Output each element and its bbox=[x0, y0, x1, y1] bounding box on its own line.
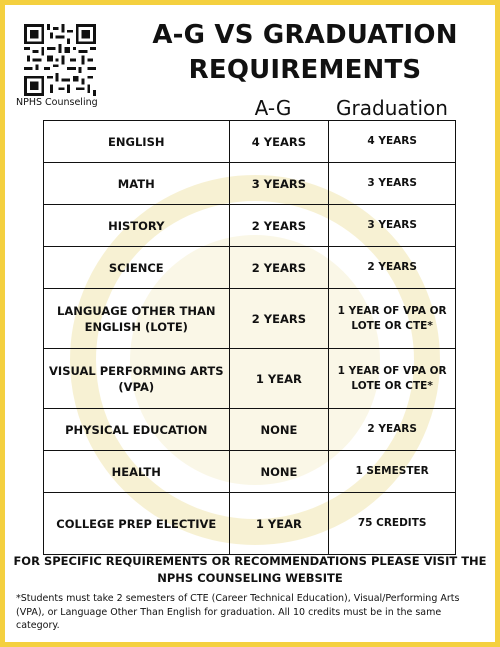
column-header-graduation: Graduation bbox=[336, 96, 448, 120]
graduation-cell: 3 YEARS bbox=[329, 163, 456, 205]
graduation-cell: 75 CREDITS bbox=[329, 493, 456, 555]
subject-cell: VISUAL PERFORMING ARTS (VPA) bbox=[44, 349, 230, 409]
table-row bbox=[44, 121, 456, 163]
table-row bbox=[44, 493, 456, 555]
ag-cell: NONE bbox=[229, 409, 329, 451]
table-row bbox=[44, 451, 456, 493]
counseling-website-notice: FOR SPECIFIC REQUIREMENTS OR RECOMMENDATIONS PLEASE VISIT THE NPHS COUNSELING WEBSITE bbox=[13, 554, 487, 585]
graduation-cell: 4 YEARS bbox=[329, 121, 456, 163]
subject-cell: ENGLISH bbox=[44, 121, 230, 163]
ag-cell: 3 YEARS bbox=[229, 163, 329, 205]
subject-cell: COLLEGE PREP ELECTIVE bbox=[44, 493, 230, 555]
footnote: *Students must take 2 semesters of CTE (Career Technical Education), Visual/Performing Arts (VPA), or Language Other Than English for graduation. All 10 credits must be in the same category. bbox=[16, 593, 460, 631]
table-row bbox=[44, 205, 456, 247]
table-row bbox=[44, 289, 456, 349]
ag-cell: 2 YEARS bbox=[229, 247, 329, 289]
ag-cell: NONE bbox=[229, 451, 329, 493]
table-row bbox=[44, 349, 456, 409]
ag-cell: 1 YEAR bbox=[229, 493, 329, 555]
page-title: A-G VS GRADUATION REQUIREMENTS bbox=[152, 20, 458, 85]
graduation-cell: 1 YEAR OF VPA OR LOTE OR CTE* bbox=[329, 289, 456, 349]
subject-cell: PHYSICAL EDUCATION bbox=[44, 409, 230, 451]
qr-code-icon[interactable] bbox=[24, 24, 96, 96]
graduation-cell: 1 YEAR OF VPA OR LOTE OR CTE* bbox=[329, 349, 456, 409]
graduation-cell: 2 YEARS bbox=[329, 247, 456, 289]
qr-caption: NPHS Counseling bbox=[16, 97, 98, 108]
ag-cell: 4 YEARS bbox=[229, 121, 329, 163]
ag-cell: 2 YEARS bbox=[229, 205, 329, 247]
graduation-cell: 2 YEARS bbox=[329, 409, 456, 451]
table-row bbox=[44, 163, 456, 205]
subject-cell: SCIENCE bbox=[44, 247, 230, 289]
subject-cell: MATH bbox=[44, 163, 230, 205]
subject-cell: HEALTH bbox=[44, 451, 230, 493]
graduation-cell: 3 YEARS bbox=[329, 205, 456, 247]
subject-cell: LANGUAGE OTHER THAN ENGLISH (LOTE) bbox=[44, 289, 230, 349]
graduation-cell: 1 SEMESTER bbox=[329, 451, 456, 493]
subject-cell: HISTORY bbox=[44, 205, 230, 247]
column-header-ag: A-G bbox=[254, 96, 292, 120]
table-row bbox=[44, 247, 456, 289]
ag-cell: 2 YEARS bbox=[229, 289, 329, 349]
ag-cell: 1 YEAR bbox=[229, 349, 329, 409]
requirements-table bbox=[43, 120, 456, 555]
table-row bbox=[44, 409, 456, 451]
